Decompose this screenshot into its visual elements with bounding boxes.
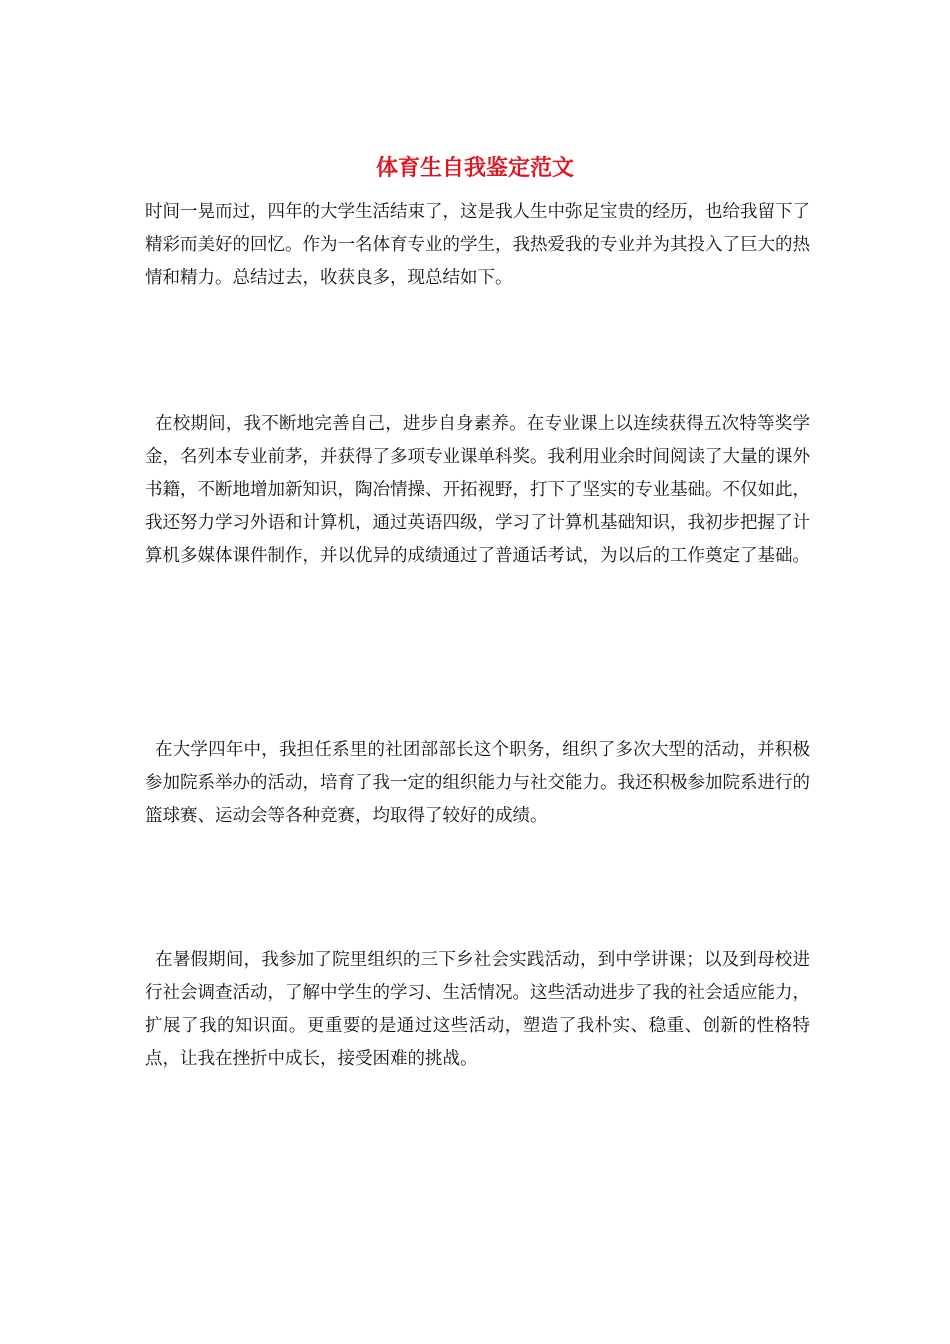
paragraph-study: 在校期间，我不断地完善自己，进步自身素养。在专业课上以连续获得五次特等奖学金，名列本专业前茅，并获得了多项专业课单科奖。我利用业余时间阅读了大量的课外书籍，不断地增加新知识，陶冶情操、开拓视野，打下了坚实的专业基础。不仅如此，我还努力学习外语和计算机，通过英语四级，学习了计算机基础知识，我初步把握了计算机多媒体课件制作，并以优异的成绩通过了普通话考试，为以后的工作奠定了基础。	[145, 414, 810, 566]
paragraph-summer-practice: 在暑假期间，我参加了院里组织的三下乡社会实践活动，到中学讲课；以及到母校进行社会调查活动，了解中学生的学习、生活情况。这些活动进步了我的社会适应能力，扩展了我的知识面。更重要的是通过这些活动，塑造了我朴实、稳重、创新的性格特点，让我在挫折中成长，接受困难的挑战。	[145, 950, 810, 1069]
document-title: 体育生自我鉴定范文	[375, 155, 574, 181]
paragraph-activities: 在大学四年中，我担任系里的社团部部长这个职务，组织了多次大型的活动，并积极参加院系举办的活动，培育了我一定的组织能力与社交能力。我还积极参加院系进行的篮球赛、运动会等各种竞赛，均取得了较好的成绩。	[145, 740, 810, 826]
paragraph-intro: 时间一晃而过，四年的大学生活结束了，这是我人生中弥足宝贵的经历，也给我留下了精彩而美好的回忆。作为一名体育专业的学生，我热爱我的专业并为其投入了巨大的热情和精力。总结过去，收获良多，现总结如下。	[145, 202, 810, 288]
